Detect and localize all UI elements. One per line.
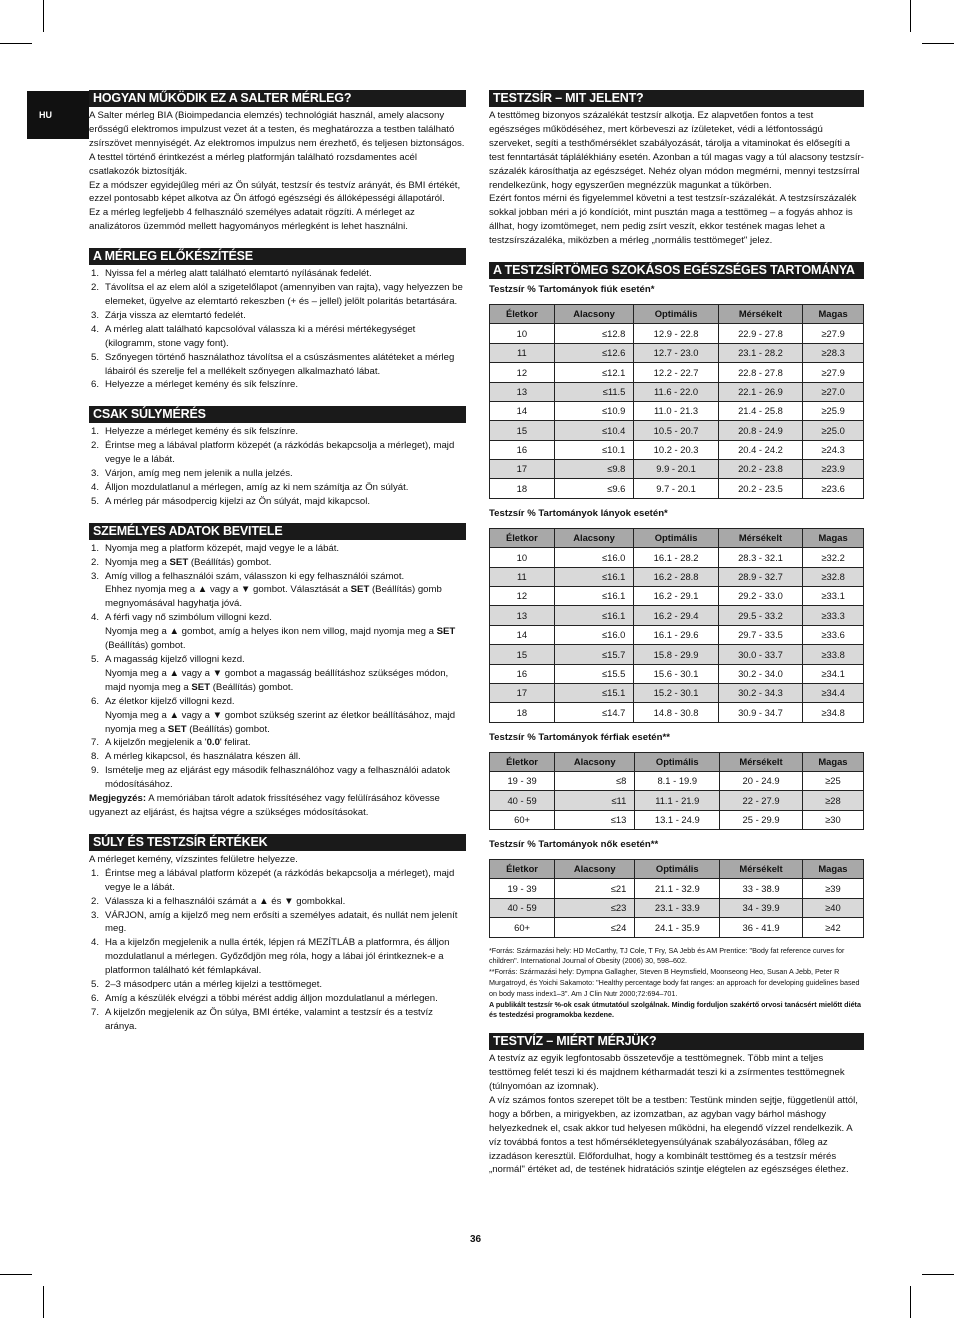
table-cell: ≥33.1 <box>803 586 864 605</box>
table-cell: 16.2 - 28.8 <box>634 567 718 586</box>
note: Megjegyzés: A memóriában tárolt adatok frissítéséhez vagy felülírásához kövesse ugyanezt az eljárást, és hajtsa végre a szükséges módosításokat. <box>89 793 440 818</box>
table-cell: 19 - 39 <box>490 771 555 790</box>
table-row <box>490 343 864 362</box>
table-row <box>490 918 864 937</box>
table-row <box>490 382 864 401</box>
section-body-water <box>489 1033 864 1177</box>
table-cell: 13 <box>490 382 555 401</box>
table-cell: ≤24 <box>555 918 635 937</box>
table-cell: 10 <box>490 324 555 343</box>
crop-mark <box>910 0 911 32</box>
table-cell: 13.1 - 24.9 <box>635 810 720 829</box>
list-item: 9. Ismételje meg az eljárást egy második felhasználóhoz vagy a felhasználói adatok módosításához. <box>91 765 451 791</box>
table-row <box>490 683 864 702</box>
table-cell: 16.1 - 29.6 <box>634 625 718 644</box>
table-cell: 11.6 - 22.0 <box>634 382 718 401</box>
table-cell: 14 <box>490 625 555 644</box>
section-personal-data <box>89 523 466 820</box>
table-cell: 11.1 - 21.9 <box>635 791 720 810</box>
crop-mark <box>0 1274 32 1275</box>
list-item: 3. Zárja vissza az elemtartó fedelét. <box>91 309 246 321</box>
paragraph: Ezért fontos mérni és figyelemmel követni a test testzsír-százalékát. A testzsírszázalék sokkal jobban méri a jó kondíciót, mint pusztán maga a testtömeg – a fogyás ahhoz is állhat, hogy izomtömeget, nem pedig zsírt veszít, ekkor testének magas lehet a testzsírszázaléka, miközben a mérleg „normális testtömeget" jelez. <box>489 193 857 247</box>
table-cell: ≤10.1 <box>554 440 634 459</box>
table-cell: ≥33.8 <box>803 645 864 664</box>
section-heading: HOGYAN MŰKÖDIK EZ A SALTER MÉRLEG? <box>89 90 466 107</box>
table-cell: ≤11 <box>555 791 635 810</box>
table-cell: ≥39 <box>802 879 863 898</box>
table-cell: 20.8 - 24.9 <box>718 421 802 440</box>
table-cell: 8.1 - 19.9 <box>635 771 720 790</box>
table-cell: ≤9.6 <box>554 479 634 498</box>
table-caption-women: Testzsír % Tartományok nők esetén** <box>489 839 659 851</box>
table-cell: 28.9 - 32.7 <box>718 567 802 586</box>
list-item: 5. Szőnyegen történő használathoz távolítsa el a csúszásmentes alátéteket a mérleg lábairól és szerelje fel a mellékelt szőnyegen alkalmazható lábat. <box>91 351 455 377</box>
range-tables <box>489 283 864 938</box>
paragraph: A víz számos fontos szerepet tölt be a testben: Testünk minden sejtje, függetlenül attól, hogy a bőrben, a mirigyekben, az izomzatban, az agyban vagy bárhol máshogy helyezkednek el, csak akkor tud helyesen működni, ha elegendő vízzel rendelkezik. A víz továbbá fontos a test hőmérsékletegyensúlyának szabályozásában, főleg az izzadáson keresztül. Előfordulhat, hogy a kombinált testtömeg és a testzsír mérés „normál" értéket ad, de testének hidratációs szintje elégtelen az egészséges élethez. <box>489 1094 858 1176</box>
table-cell: 28.3 - 32.1 <box>718 548 802 567</box>
column-header: Mérsékelt <box>720 752 803 771</box>
column-header: Magas <box>803 304 864 323</box>
table-cell: ≤15.7 <box>554 645 634 664</box>
column-header: Alacsony <box>555 752 635 771</box>
table-cell: 60+ <box>490 810 555 829</box>
column-header: Alacsony <box>554 528 634 547</box>
list-item: 2. Válassza ki a felhasználói számát a ▲ és ▼ gombokkal. <box>91 895 346 907</box>
table-cell: 24.1 - 35.9 <box>635 918 720 937</box>
table-row <box>490 460 864 479</box>
list-item: 1. Nyissa fel a mérleg alatt található elemtartó nyílásának fedelét. <box>91 268 372 280</box>
table-cell: 17 <box>490 460 555 479</box>
table-cell: ≥42 <box>802 918 863 937</box>
section-heading: A TESTZSÍRTÖMEG SZOKÁSOS EGÉSZSÉGES TARTOMÁNYA <box>489 262 864 279</box>
table-cell: ≤16.1 <box>554 606 634 625</box>
table-header-row <box>490 752 864 771</box>
list-item: 8. A mérleg kikapcsol, és használatra készen áll. <box>91 751 301 763</box>
list-item: 6. Helyezze a mérleget kemény és sík felszínre. <box>91 379 299 391</box>
column-header: Életkor <box>490 304 555 323</box>
table-cell: ≥33.6 <box>803 625 864 644</box>
table-cell: 30.2 - 34.0 <box>718 664 802 683</box>
table-cell: 14 <box>490 401 555 420</box>
column-header: Életkor <box>490 860 555 879</box>
table-cell: 16.2 - 29.1 <box>634 586 718 605</box>
table-cell: ≥27.9 <box>803 324 864 343</box>
table-cell: 60+ <box>490 918 555 937</box>
list-item: 4. A mérleg alatt található kapcsolóval válassza ki a mérési mértékegységet (kilogramm, stone vagy font). <box>91 323 416 349</box>
section-body-fat-meaning <box>489 90 864 248</box>
table-cell: ≥25 <box>802 771 863 790</box>
footnote: **Forrás: Származási hely: Dympna Gallagher, Steven B Heymsfield, Moonseong Heo, Susan A Jebb, Peter R Murgatroyd, és Yoichi Sakamoto: "Healthy percentage body fat ranges: an approach for developing guidelines based on body mass index1–3". Am J Clin Nutr 2000;72:694–701. <box>489 967 860 998</box>
list-item: 3. Várjon, amíg meg nem jelenik a nulla jelzés. <box>91 468 293 480</box>
table-cell: 10 <box>490 548 555 567</box>
table-cell: 12.9 - 22.8 <box>634 324 718 343</box>
step-list <box>89 425 466 508</box>
table-cell: 12.7 - 23.0 <box>634 343 718 362</box>
crop-mark <box>0 43 32 44</box>
table-row <box>490 606 864 625</box>
table-cell: ≥33.3 <box>803 606 864 625</box>
list-item: 6. Az életkor kijelző villogni kezd. Nyomja meg a ▲ vagy a ▼ gombot szükség szerint az életkor beállításához, majd nyomja meg a SET (Beállítás) gombot. <box>91 695 456 735</box>
table-cell: 30.0 - 33.7 <box>718 645 802 664</box>
section-weight-only <box>89 406 466 508</box>
table-cell: 16.2 - 29.4 <box>634 606 718 625</box>
table-cell: 16 <box>490 664 555 683</box>
crop-mark <box>922 1274 954 1275</box>
table-cell: ≤16.0 <box>554 548 634 567</box>
section-weight-and-fat <box>89 834 466 1034</box>
table-cell: 15 <box>490 645 555 664</box>
paragraph: A mérleget kemény, vízszintes felületre helyezze. <box>89 853 298 865</box>
table-cell: ≥40 <box>802 898 863 917</box>
paragraph: Ez a módszer egyidejűleg méri az Ön súlyát, testzsír és testvíz arányát, és BMI értékét, ezzel pontosabb képet alkotva az Ön átfogó egészségi és állóképességi állapotáról. <box>89 179 461 205</box>
table-cell: 40 - 59 <box>490 898 555 917</box>
table-cell: 15.8 - 29.9 <box>634 645 718 664</box>
column-header: Optimális <box>635 860 720 879</box>
table-cell: 15.2 - 30.1 <box>634 683 718 702</box>
table-cell: ≤12.1 <box>554 363 634 382</box>
table-cell: ≥32.2 <box>803 548 864 567</box>
range-table-girls <box>489 528 864 723</box>
table-cell: ≤15.5 <box>554 664 634 683</box>
table-cell: 33 - 38.9 <box>720 879 803 898</box>
table-cell: ≥23.9 <box>803 460 864 479</box>
language-tab <box>27 91 89 139</box>
section-heading: A MÉRLEG ELŐKÉSZÍTÉSE <box>89 248 466 265</box>
crop-mark <box>922 43 954 44</box>
table-row <box>490 625 864 644</box>
table-cell: 19 - 39 <box>490 879 555 898</box>
list-item: 3. Amíg villog a felhasználói szám, válasszon ki egy felhasználói számot. Ehhez nyomja meg a ▲ vagy a ▼ gombot. Választását a SET (Beállítás) gomb megnyomásával hagyhatja jóvá. <box>91 570 442 610</box>
table-cell: 17 <box>490 683 555 702</box>
column-header: Magas <box>803 528 864 547</box>
column-header: Mérsékelt <box>718 304 802 323</box>
table-row <box>490 645 864 664</box>
table-cell: 23.1 - 28.2 <box>718 343 802 362</box>
column-header: Mérsékelt <box>720 860 803 879</box>
list-item: 6. Amíg a készülék elvégzi a többi mérést addig álljon mozdulatlanul a mérlegen. <box>91 992 438 1004</box>
table-cell: 40 - 59 <box>490 791 555 810</box>
table-cell: ≥27.9 <box>803 363 864 382</box>
table-caption-boys: Testzsír % Tartományok fiúk esetén* <box>489 284 655 296</box>
language-tab-label: HU <box>39 110 52 120</box>
table-cell: 34 - 39.9 <box>720 898 803 917</box>
range-table-men <box>489 752 864 831</box>
table-cell: ≥34.4 <box>803 683 864 702</box>
table-caption-girls: Testzsír % Tartományok lányok esetén* <box>489 507 668 519</box>
column-header: Magas <box>802 860 863 879</box>
table-cell: ≥24.3 <box>803 440 864 459</box>
table-cell: 30.9 - 34.7 <box>718 703 802 722</box>
table-cell: 22.9 - 27.8 <box>718 324 802 343</box>
table-cell: 10.2 - 20.3 <box>634 440 718 459</box>
crop-mark <box>43 1286 44 1318</box>
crop-mark <box>910 1286 911 1318</box>
crop-mark <box>43 0 44 32</box>
table-row <box>490 363 864 382</box>
table-cell: ≤10.4 <box>554 421 634 440</box>
table-cell: 29.2 - 33.0 <box>718 586 802 605</box>
table-row <box>490 771 864 790</box>
table-cell: 18 <box>490 479 555 498</box>
table-cell: ≤12.8 <box>554 324 634 343</box>
paragraph: A testtömeg bizonyos százalékát testzsír alkotja. Ez alapvetően fontos a test egészséges működéséhez, mert körbeveszi az ízületeket, védi a létfontosságú szerveket, segíti a testhőmérséklet szabályozását, tárolja a vitaminokat és elősegíti a test fenntartását táplálékhiány esetén. Azonban a túl magas vagy a túl alacsony testzsír-százalék károsíthatja az egészséget. Nehéz olyan módon megmérni, mennyi testzsírral rendelkezünk, hogy egyszerűen megnézzük magunkat a tükörben. <box>489 110 864 191</box>
paragraph: Ez a mérleg legfeljebb 4 felhasználó személyes adatait rögzíti. A mérleget az analizátoros üzemmód mellett hagyományos mérlegként is lehet használni. <box>89 207 415 233</box>
column-header: Optimális <box>634 528 718 547</box>
table-row <box>490 421 864 440</box>
table-cell: 15 <box>490 421 555 440</box>
table-cell: ≤21 <box>555 879 635 898</box>
section-heading: SZEMÉLYES ADATOK BEVITELE <box>89 523 466 540</box>
table-cell: 12 <box>490 363 555 382</box>
table-cell: ≤11.5 <box>554 382 634 401</box>
list-item: 4. A férfi vagy nő szimbólum villogni kezd. Nyomja meg a ▲ gombot, amíg a helyes ikon nem villog, majd nyomja meg a SET (Beállítás) gombot. <box>91 612 456 652</box>
section-how-it-works <box>89 90 466 234</box>
table-cell: ≤9.8 <box>554 460 634 479</box>
list-item: 4. Ha a kijelzőn megjelenik a nulla érték, lépjen rá MEZÍTLÁB a platformra, és álljon mozdulatlanul a mérlegen. Győződjön meg róla, hogy a lábai jól érintkeznek-e a platformon található két fémlapkával. <box>91 937 450 977</box>
list-item: 2. Érintse meg a lábával platform közepét (a rázkódás bekapcsolja a mérleget), majd vegye le a lábát. <box>91 440 455 466</box>
table-cell: 16 <box>490 440 555 459</box>
section-heading: TESTZSÍR – MIT JELENT? <box>489 90 864 107</box>
table-cell: ≥25.9 <box>803 401 864 420</box>
table-row <box>490 810 864 829</box>
table-cell: 21.4 - 25.8 <box>718 401 802 420</box>
column-header: Életkor <box>490 752 555 771</box>
section-healthy-ranges <box>489 262 864 1021</box>
table-cell: 16.1 - 28.2 <box>634 548 718 567</box>
table-cell: 9.9 - 20.1 <box>634 460 718 479</box>
table-row <box>490 586 864 605</box>
footnotes <box>489 946 864 1022</box>
table-cell: 9.7 - 20.1 <box>634 479 718 498</box>
footnote-disclaimer: A publikált testzsír %-ok csak útmutatóul szolgálnak. Mindig forduljon szakértő orvosi tanácsért mielőtt diéta és testedzési programokba kezdene. <box>489 999 861 1020</box>
table-cell: 22.8 - 27.8 <box>718 363 802 382</box>
list-item: 7. A kijelzőn megjelenik a '0.0' felirat. <box>91 737 251 749</box>
table-cell: 29.5 - 33.2 <box>718 606 802 625</box>
table-cell: ≥27.0 <box>803 382 864 401</box>
table-row <box>490 401 864 420</box>
table-cell: ≥30 <box>802 810 863 829</box>
table-cell: ≤12.6 <box>554 343 634 362</box>
table-cell: ≤8 <box>555 771 635 790</box>
column-header: Alacsony <box>555 860 635 879</box>
list-item: 1. Érintse meg a lábával platform közepét (a rázkódás bekapcsolja a mérleget), majd vegye le a lábát. <box>91 867 455 893</box>
table-cell: 10.5 - 20.7 <box>634 421 718 440</box>
table-cell: ≤14.7 <box>554 703 634 722</box>
list-item: 7. A kijelzőn megjelenik az Ön súlya, BMI értéke, valamint a testzsír és a testvíz aránya. <box>91 1006 433 1032</box>
table-header-row <box>490 860 864 879</box>
column-header: Életkor <box>490 528 555 547</box>
list-item: 1. Nyomja meg a platform közepét, majd vegye le a lábát. <box>91 542 340 554</box>
paragraph: A testvíz az egyik legfontosabb összetevője a testtömegnek. Több mint a teljes testtömeg felét teszi ki és majdnem kétharmadát teszi ki a zsírmentes testtömegnek (túlnyomóan az izomnak). <box>489 1053 845 1093</box>
table-cell: ≤13 <box>555 810 635 829</box>
list-item: 5. A mérleg pár másodpercig kijelzi az Ön súlyát, majd kikapcsol. <box>91 495 371 507</box>
table-cell: 11.0 - 21.3 <box>634 401 718 420</box>
footnote: *Forrás: Származási hely: HD McCarthy, TJ Cole, T Fry, SA Jebb és AM Prentice: "Body fat reference curves for children". International Journal of Obesity (2006) 30, 598–602. <box>489 945 845 966</box>
list-item: 2. Nyomja meg a SET (Beállítás) gombot. <box>91 556 272 568</box>
section-heading: TESTVÍZ – MIÉRT MÉRJÜK? <box>489 1033 864 1050</box>
table-row <box>490 479 864 498</box>
table-cell: ≤16.1 <box>554 567 634 586</box>
page-number: 36 <box>470 1234 482 1245</box>
step-list <box>89 867 466 1034</box>
table-cell: 23.1 - 33.9 <box>635 898 720 917</box>
step-list <box>89 542 466 792</box>
step-list <box>89 267 466 392</box>
table-cell: 18 <box>490 703 555 722</box>
table-cell: ≤16.0 <box>554 625 634 644</box>
table-cell: ≤15.1 <box>554 683 634 702</box>
table-cell: 20.4 - 24.2 <box>718 440 802 459</box>
column-header: Alacsony <box>554 304 634 323</box>
table-cell: ≥28 <box>802 791 863 810</box>
section-preparing-scale <box>89 248 466 392</box>
column-header: Mérsékelt <box>718 528 802 547</box>
table-row <box>490 567 864 586</box>
table-cell: 22.1 - 26.9 <box>718 382 802 401</box>
right-column <box>489 90 864 1191</box>
table-cell: ≥23.6 <box>803 479 864 498</box>
table-row <box>490 324 864 343</box>
table-cell: 29.7 - 33.5 <box>718 625 802 644</box>
table-cell: 12 <box>490 586 555 605</box>
table-row <box>490 898 864 917</box>
table-cell: 14.8 - 30.8 <box>634 703 718 722</box>
table-cell: 21.1 - 32.9 <box>635 879 720 898</box>
list-item: 2. Távolítsa el az elem alól a szigetelőlapot (amennyiben van rajta), vagy helyezzen be elemeket, ügyelve az elemtartó rekeszben (+ és – jellel) jelölt polaritás betartására. <box>91 282 463 307</box>
section-heading: SÚLY ÉS TESTZSÍR ÉRTÉKEK <box>89 834 466 851</box>
list-item: 1. Helyezze a mérleget kemény és sík felszínre. <box>91 426 299 438</box>
table-cell: 12.2 - 22.7 <box>634 363 718 382</box>
table-cell: ≤10.9 <box>554 401 634 420</box>
table-row <box>490 664 864 683</box>
paragraph: A Salter mérleg BIA (Bioimpedancia elemzés) technológiát használ, amely alacsony erősségű elektromos impulzust vezet át a testen, és meghatározza a testben található zsírszövet mennyiségét. Az elektromos impulzus nem érezhető, és teljesen biztonságos. A testtel történő érintkezést a mérleg platformján található rozsdamentes acél csatlakozók biztosítják. <box>89 110 465 177</box>
table-cell: 11 <box>490 343 555 362</box>
table-cell: 36 - 41.9 <box>720 918 803 937</box>
table-row <box>490 440 864 459</box>
table-cell: 30.2 - 34.3 <box>718 683 802 702</box>
table-cell: 11 <box>490 567 555 586</box>
list-item: 5. A magasság kijelző villogni kezd. Nyomja meg a ▲ vagy a ▼ gombot a magasság beállításhoz szükséges módon, majd nyomja meg a SET (Beállítás) gombot. <box>91 654 449 693</box>
table-cell: 22 - 27.9 <box>720 791 803 810</box>
list-item: 5. 2–3 másodperc után a mérleg kijelzi a testtömeget. <box>91 979 323 991</box>
left-column <box>89 90 466 1048</box>
table-cell: ≤16.1 <box>554 586 634 605</box>
table-cell: 20.2 - 23.5 <box>718 479 802 498</box>
column-header: Optimális <box>635 752 720 771</box>
list-item: 4. Álljon mozdulatlanul a mérlegen, amíg az ki nem számítja az Ön súlyát. <box>91 481 409 493</box>
table-cell: 25 - 29.9 <box>720 810 803 829</box>
table-header-row <box>490 528 864 547</box>
column-header: Magas <box>802 752 863 771</box>
table-cell: 20.2 - 23.8 <box>718 460 802 479</box>
table-cell: ≥34.1 <box>803 664 864 683</box>
table-caption-men: Testzsír % Tartományok férfiak esetén** <box>489 731 670 743</box>
table-row <box>490 548 864 567</box>
table-cell: ≥25.0 <box>803 421 864 440</box>
table-cell: ≥32.8 <box>803 567 864 586</box>
list-item: 3. VÁRJON, amíg a kijelző meg nem erősíti a személyes adatait, és nullát nem jelenít meg. <box>91 909 458 935</box>
table-cell: 15.6 - 30.1 <box>634 664 718 683</box>
table-row <box>490 879 864 898</box>
table-cell: 13 <box>490 606 555 625</box>
table-cell: ≥28.3 <box>803 343 864 362</box>
table-cell: ≤23 <box>555 898 635 917</box>
table-row <box>490 703 864 722</box>
column-header: Optimális <box>634 304 718 323</box>
table-cell: 20 - 24.9 <box>720 771 803 790</box>
table-header-row <box>490 304 864 323</box>
table-row <box>490 791 864 810</box>
table-cell: ≥34.8 <box>803 703 864 722</box>
section-heading: CSAK SÚLYMÉRÉS <box>89 406 466 423</box>
range-table-women <box>489 859 864 938</box>
range-table-boys <box>489 304 864 499</box>
